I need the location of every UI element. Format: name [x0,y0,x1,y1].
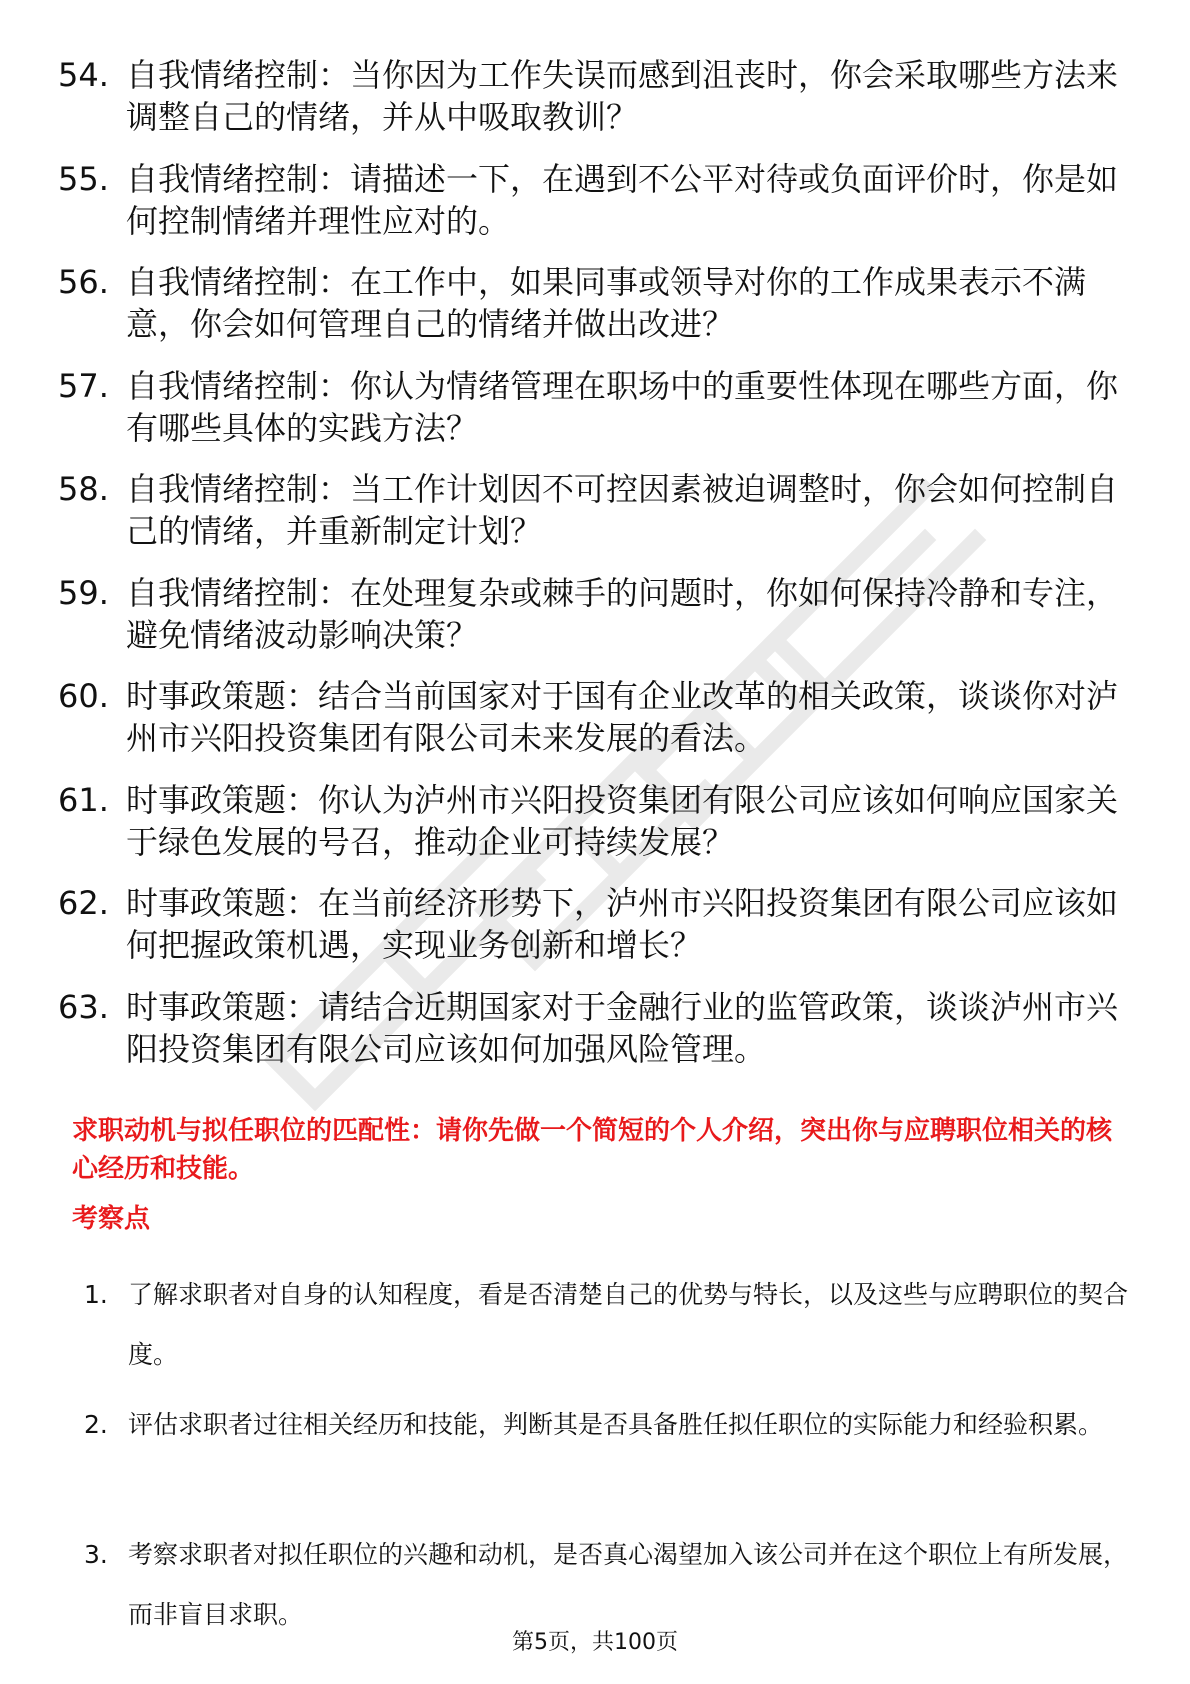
key-point-text: 评估求职者过往相关经历和技能，判断其是否具备胜任拟任职位的实际能力和经验积累。 [128,1410,1104,1439]
question-text: 时事政策题：请结合近期国家对于金融行业的监管政策，谈谈泸州市兴阳投资集团有限公司应该如何加强风险管理。 [126,987,1119,1068]
question-item [58,365,1138,469]
question-text: 自我情绪控制：请描述一下，在遇到不公平对待或负面评价时，你是如何控制情绪并理性应对的。 [126,159,1119,240]
question-text: 时事政策题：结合当前国家对于国有企业改革的相关政策，谈谈你对泸州市兴阳投资集团有限公司未来发展的看法。 [126,677,1119,757]
question-item [58,158,1138,262]
question-item [58,675,1138,779]
question-number: 60. [58,677,109,715]
question-item [58,986,1138,1090]
question-item [58,54,1138,158]
question-text: 自我情绪控制：你认为情绪管理在职场中的重要性体现在哪些方面，你有哪些具体的实践方法？ [126,366,1119,447]
question-item [58,572,1138,676]
section-title: 求职动机与拟任职位的匹配性：请你先做一个简短的个人介绍，突出你与应聘职位相关的核心经历和技能。 [72,1116,1113,1184]
question-number: 62. [58,884,109,922]
key-point-item [84,1395,1134,1525]
question-item [58,779,1138,883]
question-number: 55. [58,159,109,198]
question-number: 59. [58,573,109,612]
key-point-text: 了解求职者对自身的认知程度，看是否清楚自己的优势与特长，以及这些与应聘职位的契合度。 [128,1280,1129,1369]
key-point-number: 2. [84,1410,108,1439]
question-number: 61. [58,780,109,819]
question-number: 54. [58,56,109,94]
question-list [58,54,1138,1089]
question-text: 自我情绪控制：在处理复杂或棘手的问题时，你如何保持冷静和专注，避免情绪波动影响决策？ [126,573,1119,654]
question-number: 58. [58,470,109,508]
question-number: 56. [58,263,109,301]
question-text: 自我情绪控制：当你因为工作失误而感到沮丧时，你会采取哪些方法来调整自己的情绪，并从中吸取教训？ [126,56,1119,136]
key-point-item [84,1265,1134,1395]
question-text: 自我情绪控制：在工作中，如果同事或领导对你的工作成果表示不满意，你会如何管理自己的情绪并做出改进？ [126,263,1087,343]
question-number: 57. [58,366,109,405]
key-point-number: 3. [84,1540,108,1569]
question-item [58,468,1138,572]
question-number: 63. [58,987,109,1026]
key-points-heading: 考察点 [72,1204,151,1234]
question-text: 自我情绪控制：当工作计划因不可控因素被迫调整时，你会如何控制自己的情绪，并重新制定计划？ [126,470,1119,550]
key-point-text: 考察求职者对拟任职位的兴趣和动机，是否真心渴望加入该公司并在这个职位上有所发展，而非盲目求职。 [128,1540,1129,1629]
page-footer: 第5页，共100页 [512,1630,678,1655]
question-text: 时事政策题：你认为泸州市兴阳投资集团有限公司应该如何响应国家关于绿色发展的号召，推动企业可持续发展？ [126,780,1119,861]
question-text: 时事政策题：在当前经济形势下，泸州市兴阳投资集团有限公司应该如何把握政策机遇，实现业务创新和增长？ [126,884,1119,964]
question-item [58,882,1138,986]
question-item [58,261,1138,365]
key-point-number: 1. [84,1280,108,1309]
key-points-list [84,1265,1134,1655]
